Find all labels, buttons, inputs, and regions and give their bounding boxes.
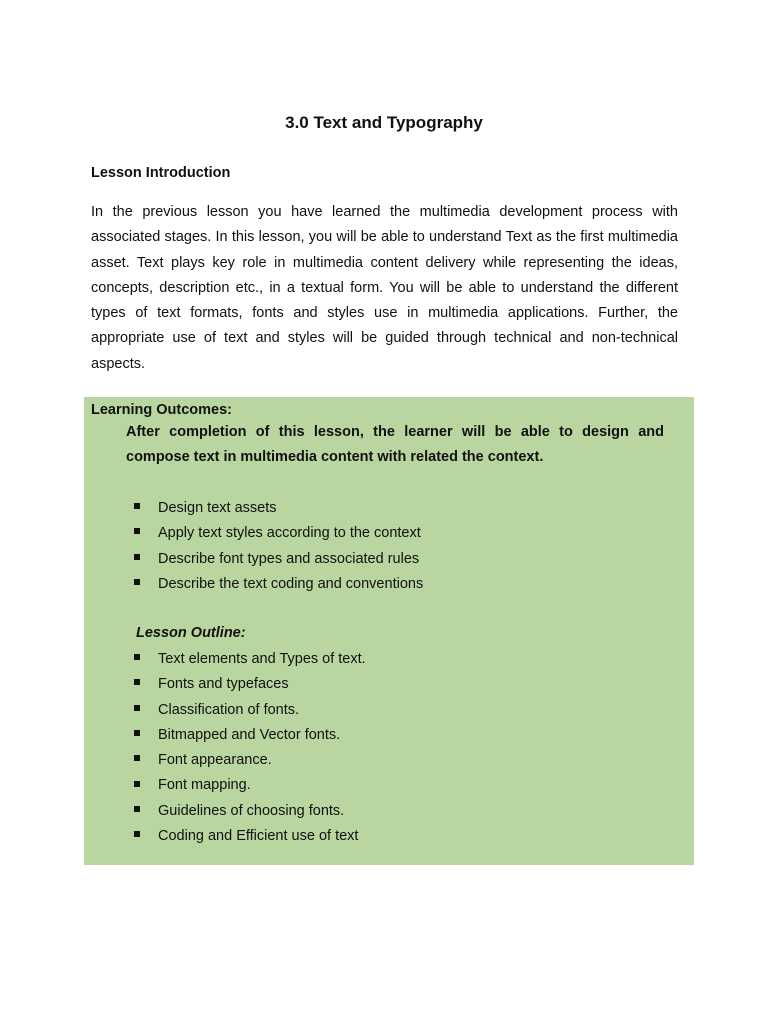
square-bullet-icon bbox=[134, 705, 140, 711]
square-bullet-icon bbox=[134, 579, 140, 585]
list-item bbox=[134, 547, 423, 572]
list-item-text: Font appearance. bbox=[158, 752, 272, 769]
list-item bbox=[134, 672, 366, 697]
list-item-text: Font mapping. bbox=[158, 777, 251, 794]
list-item bbox=[134, 496, 423, 521]
list-item-text: Guidelines of choosing fonts. bbox=[158, 802, 345, 819]
square-bullet-icon bbox=[134, 654, 140, 660]
list-item bbox=[134, 572, 423, 597]
list-item-text: Text elements and Types of text. bbox=[158, 651, 366, 667]
list-item bbox=[134, 799, 366, 824]
list-item-text: Design text assets bbox=[158, 500, 277, 516]
lesson-outline-heading: Lesson Outline: bbox=[136, 625, 246, 641]
list-item bbox=[134, 647, 366, 672]
list-item-text: Describe font types and associated rules bbox=[158, 550, 420, 567]
list-item-text: Describe the text coding and conventions bbox=[158, 575, 424, 592]
square-bullet-icon bbox=[134, 806, 140, 812]
list-item bbox=[134, 748, 366, 773]
list-item bbox=[134, 698, 366, 723]
learning-outcomes-list bbox=[134, 496, 423, 597]
lesson-introduction-heading: Lesson Introduction bbox=[91, 165, 231, 181]
list-item-text: Classification of fonts. bbox=[158, 701, 300, 718]
lesson-outline-list bbox=[134, 647, 366, 849]
list-item-text: Coding and Efficient use of text bbox=[158, 828, 359, 845]
square-bullet-icon bbox=[134, 831, 140, 837]
list-item bbox=[134, 824, 366, 849]
list-item-text: Fonts and typefaces bbox=[158, 676, 289, 693]
square-bullet-icon bbox=[134, 554, 140, 560]
square-bullet-icon bbox=[134, 755, 140, 761]
square-bullet-icon bbox=[134, 781, 140, 787]
list-item bbox=[134, 521, 423, 546]
list-item bbox=[134, 723, 366, 748]
square-bullet-icon bbox=[134, 503, 140, 509]
page-title: 3.0 Text and Typography bbox=[285, 113, 483, 132]
learning-outcomes-intro: After completion of this lesson, the learner will be able to design and compose text in multimedia content with related the context. bbox=[126, 424, 664, 466]
square-bullet-icon bbox=[134, 528, 140, 534]
lesson-introduction-paragraph: In the previous lesson you have learned the multimedia development process with associated stages. In this lesson, you will be able to understand Text as the first multimedia asset. Text plays key role in multimedia content delivery while representing the ideas, concepts, description etc., in a textual form. You will be able to understand the different types of text formats, fonts and styles use in multimedia applications. Further, the appropriate use of text and styles will be guided through technical and non-technical aspects. bbox=[91, 204, 678, 372]
list-item-text: Apply text styles according to the context bbox=[158, 525, 421, 542]
learning-outcomes-heading: Learning Outcomes: bbox=[91, 402, 232, 418]
list-item-text: Bitmapped and Vector fonts. bbox=[158, 726, 341, 743]
list-item bbox=[134, 773, 366, 798]
learning-outcomes-box bbox=[84, 397, 694, 865]
square-bullet-icon bbox=[134, 679, 140, 685]
square-bullet-icon bbox=[134, 730, 140, 736]
